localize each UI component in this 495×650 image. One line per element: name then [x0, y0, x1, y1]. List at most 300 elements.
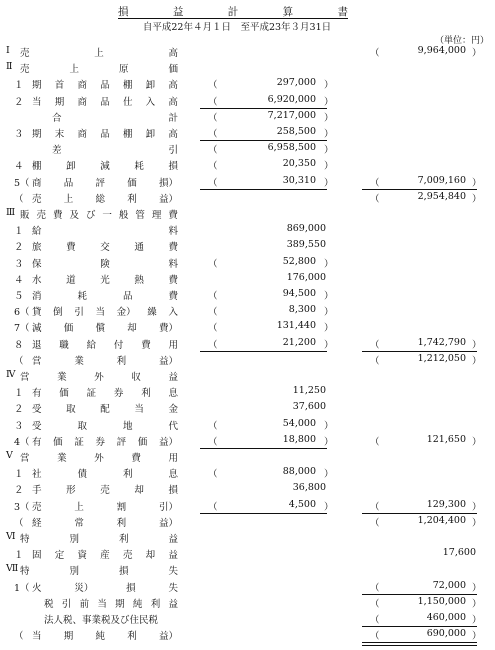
label-part: 利	[118, 534, 129, 545]
label-part: 料	[168, 226, 178, 238]
label-part: 災）	[74, 582, 94, 594]
inner-amount: 8,300	[288, 304, 316, 316]
close-paren: ）	[324, 420, 334, 432]
title-char: 計	[227, 6, 239, 18]
label-part: 当	[32, 631, 42, 643]
statement-row	[0, 449, 495, 465]
label-part: 付	[113, 339, 124, 351]
close-paren: ）	[472, 436, 482, 448]
statement-row	[0, 44, 495, 60]
label-part: 代	[168, 420, 178, 432]
label-part: 有	[32, 436, 42, 448]
open-paren: （	[208, 420, 218, 432]
label-part: 売	[100, 485, 110, 497]
outer-amount: 129,300	[426, 498, 466, 510]
row-number: ４	[14, 161, 24, 173]
label-part: 手	[32, 485, 42, 497]
label-part: 期	[32, 80, 42, 92]
label-part: 取	[66, 404, 76, 416]
page-title	[118, 4, 348, 19]
label-part: 業	[74, 355, 84, 367]
label-part: 損	[168, 161, 178, 173]
inner-amount: 37,600	[292, 401, 326, 413]
row-number: （	[14, 355, 24, 367]
label-part: 貸	[32, 307, 42, 319]
label-part: 価	[137, 436, 148, 448]
statement-row	[0, 562, 495, 578]
close-paren: ）	[472, 615, 482, 626]
inner-amount: 4,500	[288, 498, 316, 510]
row-number: ５	[14, 291, 24, 302]
label-part: 益）	[158, 193, 178, 205]
label-part: 品	[122, 291, 133, 302]
open-paren: （	[370, 339, 380, 351]
label-part: 高	[168, 48, 178, 59]
label-part: 割	[116, 501, 127, 513]
statement-row	[0, 498, 495, 514]
label-part: 費）	[158, 323, 178, 335]
label-part: 退	[32, 339, 42, 351]
label-part: 当	[32, 96, 42, 108]
label-part: 営	[32, 355, 42, 367]
inner-amount: 6,958,500	[267, 142, 316, 154]
label-part: 耗	[77, 291, 87, 302]
row-label	[32, 628, 178, 642]
label-part: 引	[61, 598, 72, 610]
statement-row	[0, 271, 495, 287]
statement-row	[0, 481, 495, 497]
open-paren: （	[208, 177, 218, 189]
close-paren: ）	[324, 177, 334, 189]
statement-row	[0, 287, 495, 303]
statement-row	[0, 546, 495, 562]
row-label	[32, 223, 178, 237]
label-part: 社	[32, 469, 42, 481]
row-number: 1（	[14, 582, 30, 594]
label-part: 耗	[134, 161, 144, 173]
label-part: 管	[135, 210, 145, 221]
label-part: 売	[20, 64, 30, 76]
close-paren: ）	[472, 48, 482, 59]
label-part: 価	[168, 64, 178, 76]
label-part: 利	[150, 598, 161, 610]
row-label	[20, 563, 178, 577]
row-number: 5（	[14, 177, 30, 189]
label-part: 益）	[158, 355, 178, 367]
close-paren: ）	[324, 96, 334, 108]
row-label	[32, 385, 178, 399]
label-part: 卸	[66, 161, 76, 173]
label-part: 外	[94, 372, 104, 383]
open-paren: （	[208, 96, 218, 108]
label-part: 上	[69, 64, 79, 76]
row-number: ２	[14, 96, 24, 108]
row-label	[44, 596, 178, 610]
label-part: 息	[168, 388, 178, 400]
inner-amount: 18,800	[282, 433, 316, 445]
inner-amount: 389,550	[286, 239, 326, 251]
statement-row	[0, 222, 495, 238]
label-part: 却	[145, 550, 156, 562]
label-part: 熱	[134, 274, 144, 286]
row-label	[32, 482, 178, 496]
open-paren: （	[370, 177, 380, 189]
label-part: 用	[168, 339, 178, 351]
row-number: 4（	[14, 436, 30, 448]
close-paren: ）	[324, 258, 334, 270]
row-number: １	[14, 550, 24, 562]
label-part: 別	[69, 534, 79, 545]
label-part: 券	[95, 436, 105, 448]
label-part: 有	[32, 388, 42, 400]
label-part: 期	[54, 96, 65, 108]
row-label	[52, 110, 178, 124]
label-part: 末	[54, 129, 65, 140]
statement-row	[0, 579, 495, 595]
close-paren: ）	[472, 582, 482, 594]
label-part: 商	[77, 96, 87, 108]
row-number: ２	[14, 242, 24, 254]
statement-row	[0, 109, 495, 125]
unit-label: （単位：円）	[434, 36, 489, 46]
inner-amount: 6,920,000	[267, 93, 316, 105]
title-char: 書	[337, 6, 348, 18]
open-paren: （	[208, 339, 218, 351]
label-part: 息	[168, 469, 178, 481]
row-label	[20, 450, 178, 464]
label-part: 失	[168, 566, 178, 578]
label-part: 原	[118, 64, 129, 76]
row-number: １	[14, 226, 24, 238]
close-paren: ）	[324, 339, 334, 351]
row-label	[32, 515, 178, 529]
open-paren: （	[370, 517, 380, 529]
close-paren: ）	[324, 129, 334, 140]
label-part: 債	[77, 469, 87, 481]
label-part: 固	[32, 550, 42, 562]
open-paren: （	[370, 355, 380, 367]
open-paren: （	[370, 48, 380, 59]
row-label	[32, 320, 178, 334]
label-part: 高	[168, 80, 178, 92]
label-part: 引）	[158, 501, 178, 513]
label-part: 売	[32, 193, 42, 205]
close-paren: ）	[324, 323, 334, 335]
statement-row	[0, 352, 495, 368]
row-number: Ⅰ	[6, 45, 10, 56]
label-part: 一	[102, 210, 112, 221]
label-part: 利	[116, 355, 127, 367]
label-part: 差	[52, 145, 62, 157]
label-part: 価	[59, 388, 69, 400]
label-part: 品	[100, 129, 110, 140]
statement-row	[0, 336, 495, 352]
label-part: 費	[52, 210, 63, 221]
open-paren: （	[370, 436, 380, 448]
label-part: 売	[32, 501, 42, 513]
statement-row	[0, 206, 495, 222]
open-paren: （	[370, 501, 380, 513]
label-part: 給	[86, 339, 97, 351]
label-part: 評	[116, 436, 127, 448]
label-part: 券	[113, 388, 124, 400]
label-part: 配	[100, 404, 110, 416]
label-part: 益	[168, 534, 178, 545]
row-number: （	[14, 517, 24, 529]
title-char: 算	[282, 6, 294, 18]
statement-row	[0, 514, 495, 530]
label-part: 首	[54, 80, 65, 92]
label-part: 減	[32, 323, 42, 335]
label-part: 売	[20, 48, 30, 59]
label-part: 交	[100, 242, 110, 254]
label-part: 業	[57, 372, 67, 383]
label-part: 価	[127, 177, 137, 189]
inner-amount: 88,000	[282, 466, 316, 478]
label-part: 常	[74, 517, 84, 529]
open-paren: （	[370, 631, 380, 643]
label-part: 仕	[122, 96, 133, 108]
label-part: 純	[95, 631, 105, 643]
row-number: ３	[14, 420, 24, 432]
label-part: 償	[95, 323, 105, 335]
label-part: 棚	[122, 80, 133, 92]
statement-row	[0, 174, 495, 190]
open-paren: （	[208, 112, 218, 124]
inner-amount: 20,350	[282, 158, 316, 170]
close-paren: ）	[324, 145, 334, 157]
close-paren: ）	[472, 598, 482, 610]
label-part: 保	[32, 258, 42, 270]
label-part: 繰	[147, 307, 157, 319]
row-number: （	[14, 631, 24, 643]
row-number: ３	[14, 129, 24, 140]
label-part: 光	[100, 274, 110, 286]
label-part: 引	[74, 307, 84, 319]
close-paren: ）	[324, 161, 334, 173]
row-number: ４	[14, 274, 24, 286]
label-part: 費	[168, 274, 178, 286]
label-part: 上	[94, 48, 104, 59]
open-paren: （	[208, 80, 218, 92]
label-part: 営	[20, 372, 30, 383]
label-part: 費	[141, 339, 151, 351]
label-part: 倒	[53, 307, 63, 319]
label-part: 料	[168, 258, 178, 270]
label-part: 商	[77, 129, 87, 140]
label-part: 道	[66, 274, 76, 286]
label-part: 費	[168, 291, 178, 302]
label-part: 商	[32, 177, 42, 189]
row-label	[32, 499, 178, 513]
row-label	[20, 45, 178, 59]
outer-amount: 7,009,160	[417, 174, 466, 186]
label-part: 消	[32, 291, 42, 302]
label-part: 上	[74, 501, 84, 513]
row-label	[32, 158, 178, 172]
statement-row	[0, 384, 495, 400]
label-part: 合	[52, 112, 62, 124]
statement-row	[0, 60, 495, 76]
label-part: 期	[63, 631, 74, 643]
outer-amount: 2,954,840	[417, 190, 466, 202]
row-number: Ⅴ	[6, 450, 13, 461]
label-part: 費	[131, 453, 141, 464]
row-label	[20, 369, 178, 383]
label-part: 外	[94, 453, 104, 464]
row-label	[32, 77, 178, 91]
inner-amount: 7,217,000	[267, 109, 316, 121]
statement-row	[0, 627, 495, 643]
label-part: 費	[168, 210, 178, 221]
label-part: 益	[168, 598, 178, 610]
label-part: 費	[66, 242, 76, 254]
outer-amount: 121,650	[426, 433, 466, 445]
label-part: び	[85, 210, 96, 221]
label-part: 却	[134, 485, 144, 497]
label-part: 損）	[158, 177, 178, 189]
row-number: １	[14, 80, 24, 92]
statement-row	[0, 417, 495, 433]
statement-row	[0, 319, 495, 335]
row-label	[20, 531, 178, 545]
label-part: 利	[141, 388, 151, 400]
statement-row	[0, 238, 495, 254]
inner-amount: 131,440	[276, 320, 316, 332]
label-part: 理	[151, 210, 162, 221]
open-paren: （	[208, 307, 218, 319]
label-part: 商	[77, 80, 87, 92]
label-part: 前	[79, 598, 90, 610]
label-part: 法人税、事業税及び住民税	[44, 615, 159, 626]
label-part: 評	[95, 177, 105, 189]
label-part: 卸	[145, 129, 156, 140]
label-part: 証	[86, 388, 97, 400]
label-part: 利	[122, 469, 133, 481]
open-paren: （	[208, 436, 218, 448]
row-label	[32, 353, 178, 367]
close-paren: ）	[324, 112, 334, 124]
close-paren: ）	[324, 307, 334, 319]
row-label	[32, 239, 178, 253]
close-paren: ）	[472, 501, 482, 513]
row-label	[20, 61, 178, 75]
label-part: 総	[95, 193, 105, 205]
inner-amount: 52,800	[282, 255, 316, 267]
label-part: 益）	[158, 517, 178, 529]
label-part: 益	[168, 372, 178, 383]
label-part: 売	[36, 210, 46, 221]
row-number: １	[14, 388, 24, 400]
label-part: 受	[32, 420, 42, 432]
row-number: 6（	[14, 307, 30, 319]
open-paren: （	[370, 615, 380, 626]
label-part: 益）	[158, 436, 178, 448]
inner-amount: 297,000	[276, 77, 316, 89]
label-part: 益	[168, 550, 178, 562]
open-paren: （	[370, 193, 380, 205]
row-label	[32, 126, 178, 140]
label-part: 費	[168, 242, 178, 254]
close-paren: ）	[324, 436, 334, 448]
row-label	[20, 207, 178, 221]
label-part: 損	[126, 582, 136, 594]
label-part: 高	[168, 96, 178, 108]
statement-row	[0, 93, 495, 109]
label-part: 入	[145, 96, 156, 108]
row-label	[32, 256, 178, 270]
statement-row	[0, 157, 495, 173]
label-part: 価	[63, 323, 74, 335]
open-paren: （	[208, 469, 218, 481]
outer-amount: 1,150,000	[417, 595, 466, 607]
label-part: 計	[168, 112, 178, 124]
close-paren: ）	[472, 177, 482, 189]
label-part: 損	[118, 566, 129, 578]
label-part: 入	[168, 307, 178, 319]
outer-amount: 460,000	[426, 612, 466, 623]
label-part: 収	[131, 372, 141, 383]
close-paren: ）	[472, 339, 482, 351]
label-part: 受	[32, 404, 42, 416]
open-paren: （	[208, 161, 218, 173]
close-paren: ）	[472, 631, 482, 643]
row-number: Ⅱ	[6, 61, 13, 73]
row-label	[32, 337, 178, 351]
close-paren: ）	[324, 501, 334, 513]
statement-row	[0, 190, 495, 206]
label-part: 利	[116, 517, 127, 529]
row-number: 7（	[14, 323, 30, 335]
inner-amount: 30,310	[282, 174, 316, 186]
report-period: 自平成22年４月１日 至平成23年３月31日	[142, 22, 332, 33]
label-part: 損	[168, 485, 178, 497]
outer-amount: 9,964,000	[417, 45, 466, 56]
close-paren: ）	[472, 193, 482, 205]
statement-row	[0, 433, 495, 449]
inner-amount: 176,000	[286, 271, 326, 283]
label-part: 棚	[122, 129, 133, 140]
row-number: ２	[14, 485, 24, 497]
outer-amount: 1,212,050	[417, 352, 466, 364]
row-label	[32, 272, 178, 286]
label-part: 当	[97, 598, 107, 610]
label-part: 金	[168, 404, 178, 416]
statement-row	[0, 303, 495, 319]
open-paren: （	[208, 323, 218, 335]
open-paren: （	[208, 145, 218, 157]
inner-amount: 258,500	[276, 126, 316, 137]
row-number: ２	[14, 404, 24, 416]
inner-amount: 36,800	[292, 482, 326, 494]
close-paren: ）	[472, 517, 482, 529]
label-part: 利	[127, 631, 137, 643]
row-label	[32, 191, 178, 205]
label-part: 職	[59, 339, 69, 351]
label-part: 般	[118, 210, 129, 221]
label-part: 業	[57, 453, 67, 464]
title-char: 損	[118, 6, 129, 18]
label-part: 特	[20, 566, 30, 578]
outer-amount: 17,600	[442, 547, 476, 559]
open-paren: （	[208, 291, 218, 302]
outer-amount: 1,742,790	[417, 336, 466, 348]
row-label	[32, 304, 178, 318]
row-number: Ⅶ	[6, 563, 19, 575]
statement-row	[0, 255, 495, 271]
label-part: 販	[20, 210, 30, 221]
row-label	[32, 94, 178, 108]
